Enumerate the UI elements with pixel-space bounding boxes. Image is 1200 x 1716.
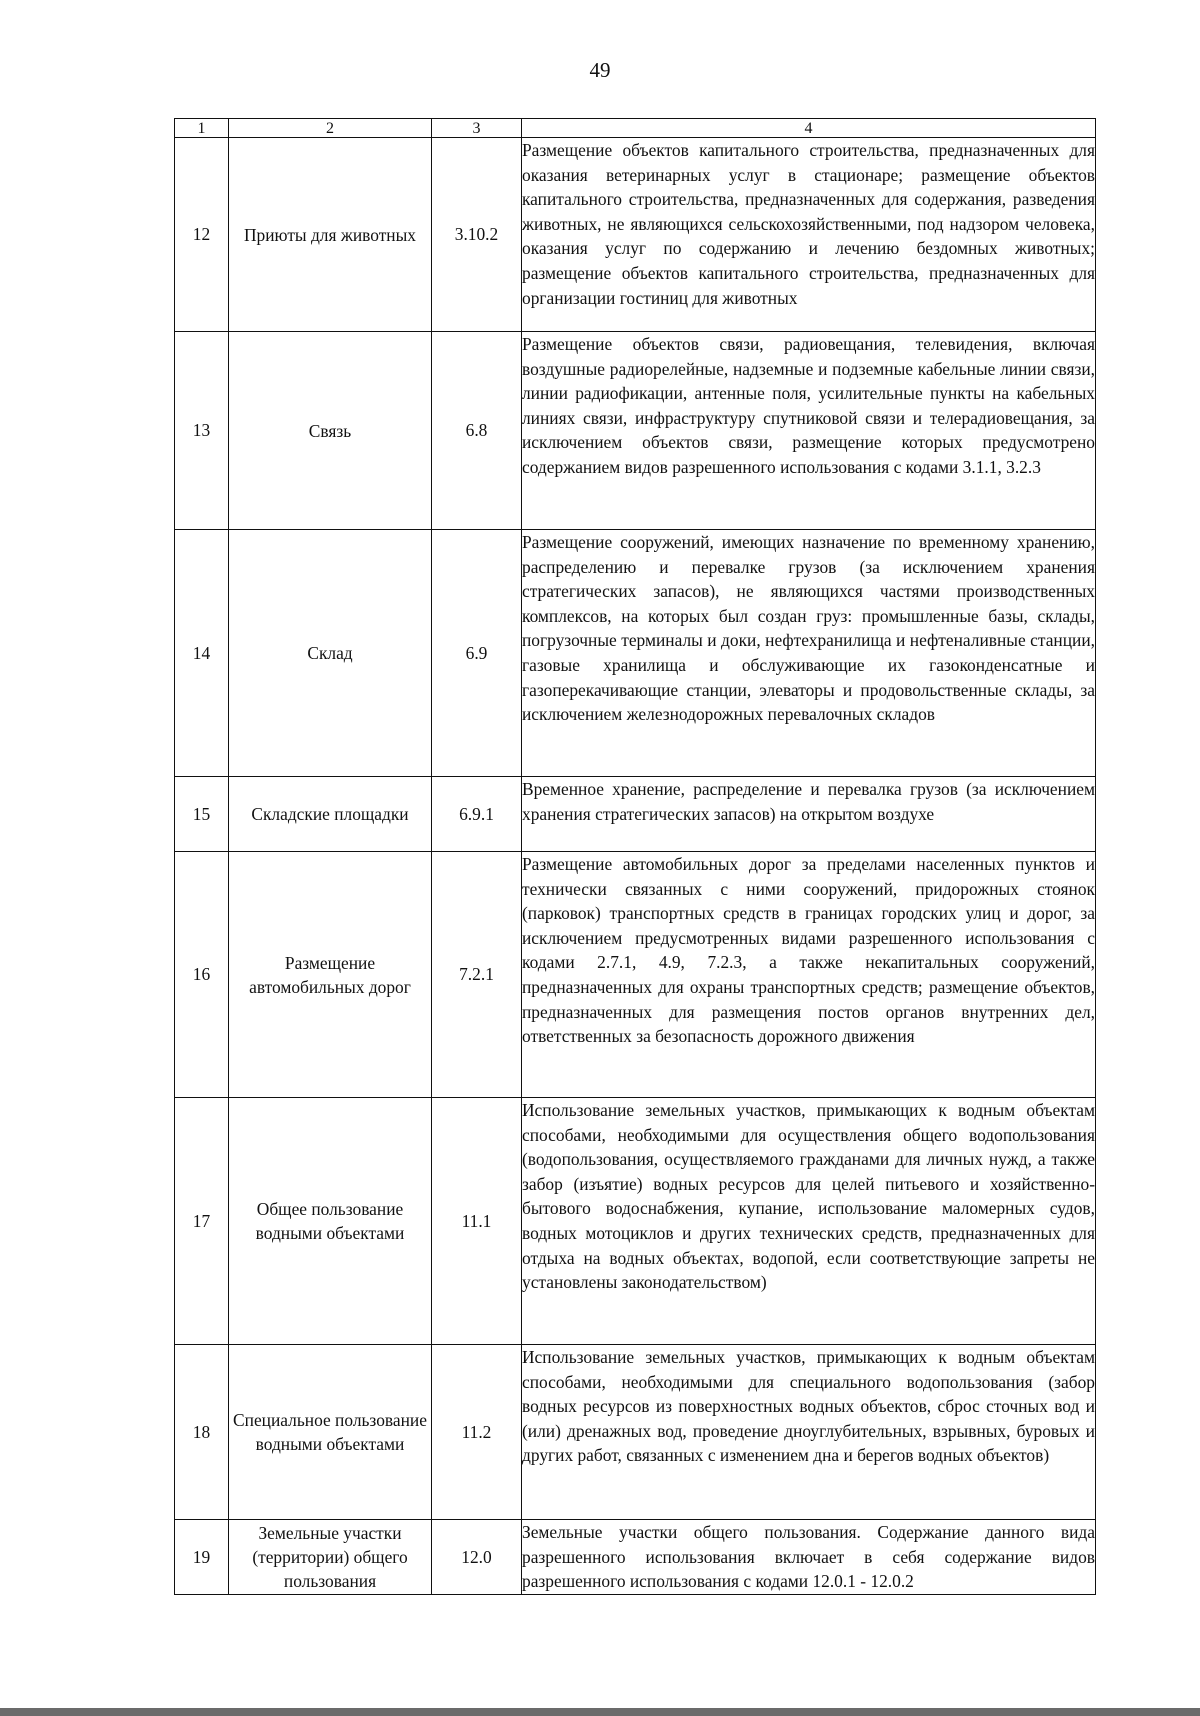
row-number: 13 [175, 332, 229, 530]
row-number: 19 [175, 1520, 229, 1595]
land-use-description: Использование земельных участков, примыкающих к водным объектам способами, необходимыми для специального водопользования (забор водных ресурсов из поверхностных водных объектов, сброс сточных вод и (или) дренажных вод, проведение дноуглубительных, взрывных, буровых и других работ, связанных с изменением дна и берегов водных объектов) [522, 1345, 1096, 1520]
table-row [175, 852, 1096, 1098]
table-row [175, 1520, 1096, 1595]
table-row [175, 332, 1096, 530]
row-number: 18 [175, 1345, 229, 1520]
land-use-description: Земельные участки общего пользования. Содержание данного вида разрешенного использования включает в себя содержание видов разрешенного использования с кодами 12.0.1 - 12.0.2 [522, 1520, 1096, 1595]
row-number: 15 [175, 777, 229, 852]
row-number: 14 [175, 530, 229, 777]
land-use-name: Связь [229, 332, 432, 530]
table-row [175, 1098, 1096, 1345]
land-use-description: Размещение объектов капитального строительства, предназначенных для оказания ветеринарных услуг в стационаре; размещение объектов капитального строительства, предназначенных для содержания, разведения животных, не являющихся сельскохозяйственными, под надзором человека, оказания услуг по содержанию и лечению бездомных животных; размещение объектов капитального строительства, предназначенных для организации гостиниц для животных [522, 138, 1096, 332]
land-use-name: Склад [229, 530, 432, 777]
land-use-code: 11.2 [432, 1345, 522, 1520]
land-use-name: Общее пользование водными объектами [229, 1098, 432, 1345]
row-number: 16 [175, 852, 229, 1098]
land-use-description: Размещение сооружений, имеющих назначение по временному хранению, распределению и перевалке грузов (за исключением хранения стратегических запасов), не являющихся частями производственных комплексов, на которых был создан груз: промышленные базы, склады, погрузочные терминалы и доки, нефтехранилища и нефтеналивные станции, газовые хранилища и обслуживающие их газоконденсатные и газоперекачивающие станции, элеваторы и продовольственные склады, за исключением железнодорожных перевалочных складов [522, 530, 1096, 777]
row-number: 12 [175, 138, 229, 332]
land-use-name: Размещение автомобильных дорог [229, 852, 432, 1098]
table-row [175, 138, 1096, 332]
land-use-table [174, 118, 1096, 1595]
table-header-row [175, 119, 1096, 138]
row-number: 17 [175, 1098, 229, 1345]
land-use-description: Использование земельных участков, примыкающих к водным объектам способами, необходимыми для осуществления общего водопользования (водопользования, осуществляемого гражданами для личных нужд, а также забор (изъятие) водных ресурсов для целей питьевого и хозяйственно-бытового водоснабжения, купание, использование маломерных судов, водных мотоциклов и других технических средств, предназначенных для отдыха на водных объектах, водопой, если соответствующие запреты не установлены законодательством) [522, 1098, 1096, 1345]
land-use-code: 7.2.1 [432, 852, 522, 1098]
scan-bottom-edge [0, 1708, 1200, 1716]
land-use-name: Приюты для животных [229, 138, 432, 332]
land-use-code: 3.10.2 [432, 138, 522, 332]
header-col-2: 2 [229, 119, 432, 138]
land-use-code: 12.0 [432, 1520, 522, 1595]
land-use-description: Временное хранение, распределение и перевалка грузов (за исключением хранения стратегических запасов) на открытом воздухе [522, 777, 1096, 852]
land-use-description: Размещение объектов связи, радиовещания, телевидения, включая воздушные радиорелейные, надземные и подземные кабельные линии связи, линии радиофикации, антенные поля, усилительные пункты на кабельных линиях связи, инфраструктуру спутниковой связи и телерадиовещания, за исключением объектов связи, размещение которых предусмотрено содержанием видов разрешенного использования с кодами 3.1.1, 3.2.3 [522, 332, 1096, 530]
land-use-name: Специальное пользование водными объектами [229, 1345, 432, 1520]
header-col-1: 1 [175, 119, 229, 138]
table-row [175, 530, 1096, 777]
land-use-code: 6.8 [432, 332, 522, 530]
land-use-name: Земельные участки (территории) общего пользования [229, 1520, 432, 1595]
land-use-description: Размещение автомобильных дорог за пределами населенных пунктов и технически связанных с ними сооружений, придорожных стоянок (парковок) транспортных средств в границах городских улиц и дорог, за исключением предусмотренных видами разрешенного использования с кодами 2.7.1, 4.9, 7.2.3, а также некапитальных сооружений, предназначенных для охраны транспортных средств; размещение объектов, предназначенных для размещения постов органов внутренних дел, ответственных за безопасность дорожного движения [522, 852, 1096, 1098]
header-col-3: 3 [432, 119, 522, 138]
land-use-code: 6.9 [432, 530, 522, 777]
page-number: 49 [589, 58, 611, 82]
header-col-4: 4 [522, 119, 1096, 138]
land-use-code: 11.1 [432, 1098, 522, 1345]
table-row [175, 1345, 1096, 1520]
land-use-code: 6.9.1 [432, 777, 522, 852]
land-use-name: Складские площадки [229, 777, 432, 852]
table-row [175, 777, 1096, 852]
